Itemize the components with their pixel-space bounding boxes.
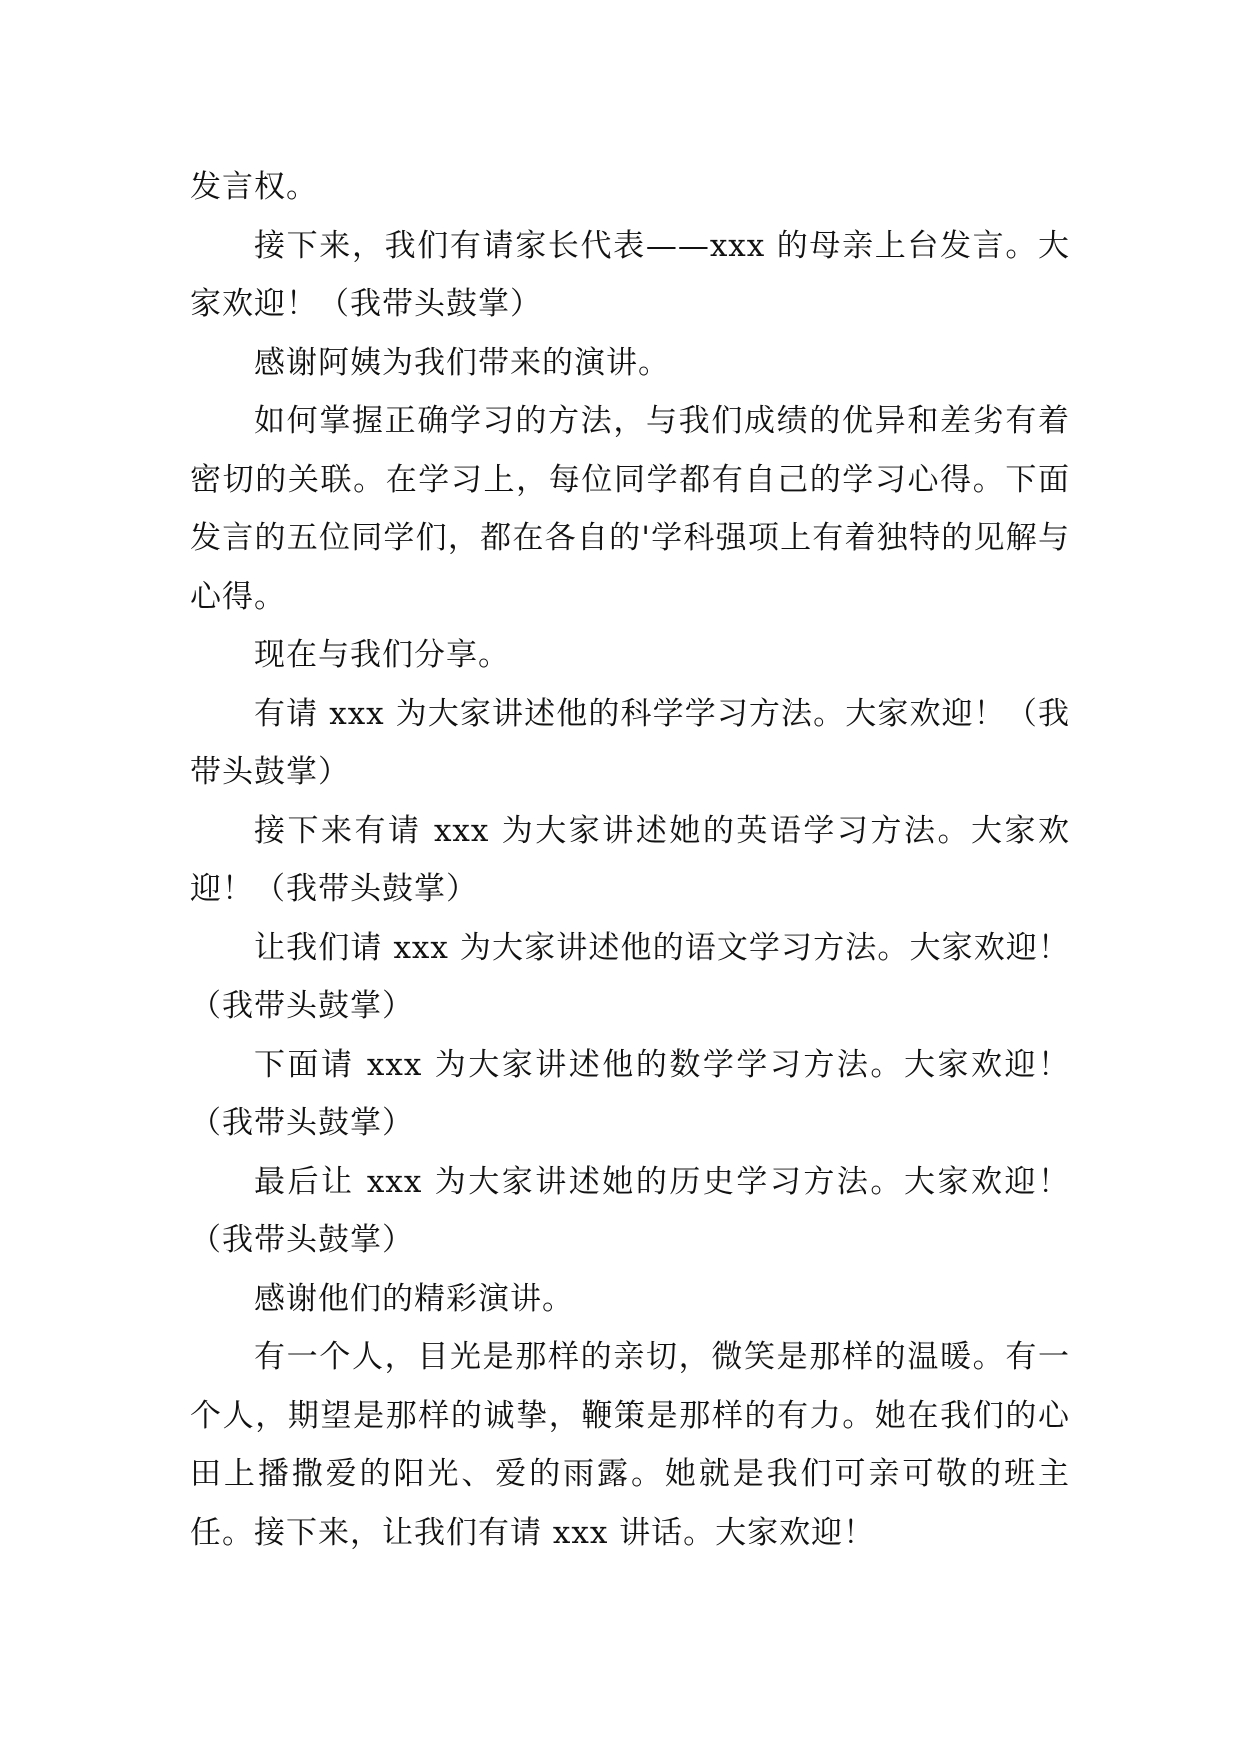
paragraph-head-teacher: 有一个人，目光是那样的亲切，微笑是那样的温暖。有一个人，期望是那样的诚挚，鞭策是那样的有力。她在我们的心田上播撒爱的阳光、爱的雨露。她就是我们可亲可敬的班主任。接下来，让我们有请 xxx 讲话。大家欢迎！ [190, 1339, 1070, 1551]
paragraph-math: 下面请 xxx 为大家讲述他的数学学习方法。大家欢迎！（我带头鼓掌） [190, 1046, 1070, 1141]
paragraph-parent-speech: 接下来，我们有请家长代表——xxx 的母亲上台发言。大家欢迎！（我带头鼓掌） [190, 227, 1070, 322]
paragraph-study-methods: 如何掌握正确学习的方法，与我们成绩的优异和差劣有着密切的关联。在学习上，每位同学都有自己的学习心得。下面发言的五位同学们，都在各自的'学科强项上有着独特的见解与心得。 [190, 403, 1070, 615]
document-body [190, 158, 1070, 1562]
paragraph-history: 最后让 xxx 为大家讲述她的历史学习方法。大家欢迎！（我带头鼓掌） [190, 1163, 1070, 1258]
paragraph-english: 接下来有请 xxx 为大家讲述她的英语学习方法。大家欢迎！（我带头鼓掌） [190, 812, 1070, 907]
paragraph-chinese: 让我们请 xxx 为大家讲述他的语文学习方法。大家欢迎！（我带头鼓掌） [190, 929, 1070, 1024]
paragraph-thanks-speeches: 感谢他们的精彩演讲。 [254, 1280, 574, 1317]
paragraph-continuation: 发言权。 [190, 169, 318, 205]
paragraph-share: 现在与我们分享。 [254, 637, 510, 673]
paragraph-thanks-aunt: 感谢阿姨为我们带来的演讲。 [254, 344, 670, 381]
paragraph-science: 有请 xxx 为大家讲述他的科学学习方法。大家欢迎！（我带头鼓掌） [190, 695, 1070, 790]
